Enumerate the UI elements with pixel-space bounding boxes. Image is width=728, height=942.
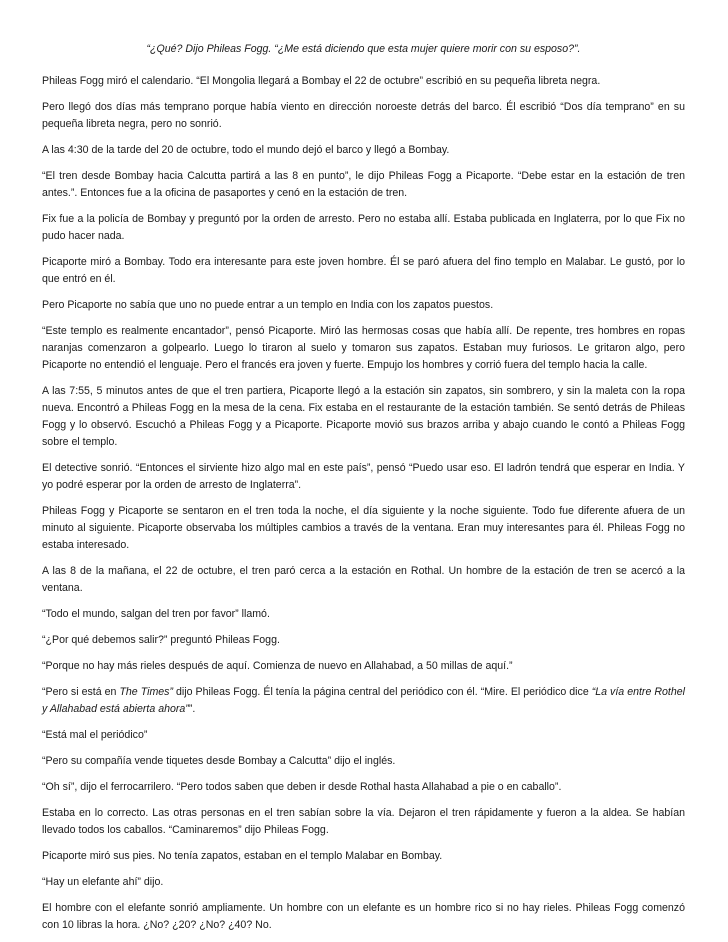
paragraph: A las 8 de la mañana, el 22 de octubre, el tren paró cerca a la estación en Rothal. Un hombre de la estación de tren se acercó a la ventana. <box>42 565 685 594</box>
paragraph: Fix fue a la policía de Bombay y preguntó por la orden de arresto. Pero no estaba allí. Estaba publicada en Inglaterra, por lo que Fix no pudo hacer nada. <box>42 213 685 242</box>
paragraph: “Todo el mundo, salgan del tren por favor” llamó. <box>42 608 270 620</box>
paragraph: Picaporte miró a Bombay. Todo era interesante para este joven hombre. Él se paró afuera del fino templo en Malabar. Le gustó, por lo que entró en él. <box>42 256 685 285</box>
paragraph: Phileas Fogg y Picaporte se sentaron en el tren toda la noche, el día siguiente y la noche siguiente. Todo fue diferente afuera de un minuto al siguiente. Picaporte observaba los múltiples cambios a través de la ventana. Eran muy interesantes para él. Phileas Fogg no estaba interesado. <box>42 505 685 551</box>
paragraph: “Está mal el periódico” <box>42 729 148 741</box>
paragraph: “Hay un elefante ahí” dijo. <box>42 876 164 888</box>
paragraph: Pero llegó dos días más temprano porque había viento en dirección noroeste detrás del barco. Él escribió “Dos día temprano” en su pequeña libreta negra, pero no sonrió. <box>42 101 685 130</box>
text-segment: dijo Phileas Fogg. Él tenía la página central del periódico con él. “Mire. El periódico dice <box>172 686 592 698</box>
paragraph: El detective sonrió. “Entonces el sirviente hizo algo mal en este país”, pensó “Puedo usar eso. El ladrón tendrá que esperar en India. Y yo podré esperar por la orden de arresto de Inglaterra”. <box>42 462 685 491</box>
paragraph: Estaba en lo correcto. Las otras personas en el tren sabían sobre la vía. Dejaron el tren rápidamente y fueron a la aldea. Se habían llevado todos los caballos. “Caminaremos” dijo Phileas Fogg. <box>42 807 685 836</box>
paragraph: Pero Picaporte no sabía que uno no puede entrar a un templo en India con los zapatos puestos. <box>42 299 494 311</box>
text-segment: “Pero si está en <box>42 686 120 698</box>
text-segment: ”. <box>188 703 196 715</box>
paragraph: “El tren desde Bombay hacia Calcutta partirá a las 8 en punto”, le dijo Phileas Fogg a Picaporte. “Debe estar en la estación de tren antes.”. Entonces fue a la oficina de pasaportes y cenó en la estación de tren. <box>42 170 685 199</box>
chapter-subtitle: “¿Qué? Dijo Phileas Fogg. “¿Me está diciendo que esta mujer quiere morir con su esposo?”. <box>146 43 581 55</box>
paragraph: “Porque no hay más rieles después de aquí. Comienza de nuevo en Allahabad, a 50 millas de aquí.” <box>42 660 513 672</box>
paragraph-times-quote <box>42 684 685 718</box>
paragraph: “¿Por qué debemos salir?” preguntó Phileas Fogg. <box>42 634 280 646</box>
paragraph: Phileas Fogg miró el calendario. “El Mongolia llegará a Bombay el 22 de octubre” escribió en su pequeña libreta negra. <box>42 75 601 87</box>
paragraph: “Oh sí”, dijo el ferrocarrilero. “Pero todos saben que deben ir desde Rothal hasta Allahabad a pie o en caballo”. <box>42 781 562 793</box>
paragraph: “Este templo es realmente encantador”, pensó Picaporte. Miró las hermosas cosas que había allí. De repente, tres hombres en ropas naranjas comenzaron a golpearlo. Luego lo tiraron al suelo y tomaron sus zapatos. Estaban muy furiosos. Le gritaron algo, pero Picaporte no entendió el lenguaje. Pero el francés era joven y fuerte. Empujo los hombres y corrió fuera del templo hacia la calle. <box>42 325 685 371</box>
paragraph: El hombre con el elefante sonrió ampliamente. Un hombre con un elefante es un hombre rico si no hay rieles. Phileas Fogg comenzó con 10 libras la hora. ¿No? ¿20? ¿No? ¿40? No. <box>42 902 685 931</box>
paragraph: A las 7:55, 5 minutos antes de que el tren partiera, Picaporte llegó a la estación sin zapatos, sin sombrero, y sin la maleta con la ropa nueva. Encontró a Phileas Fogg en la mesa de la cena. Fix estaba en el restaurante de la estación también. Se sentó detrás de Phileas Fogg y lo observó. Escuchó a Phileas Fogg y a Picaporte. Picaporte movió sus brazos arriba y abajo cuando le contó a Phileas Fogg sobre el templo. <box>42 385 685 448</box>
paragraph: A las 4:30 de la tarde del 20 de octubre, todo el mundo dejó el barco y llegó a Bombay. <box>42 144 450 156</box>
paragraph: “Pero su compañía vende tiquetes desde Bombay a Calcutta” dijo el inglés. <box>42 755 396 767</box>
italic-segment: The Times” <box>119 686 173 698</box>
paragraph: Picaporte miró sus pies. No tenía zapatos, estaban en el templo Malabar en Bombay. <box>42 850 443 862</box>
italic-segment: “La vía entre Rothel y Allahabad está abierta ahora” <box>42 686 685 715</box>
